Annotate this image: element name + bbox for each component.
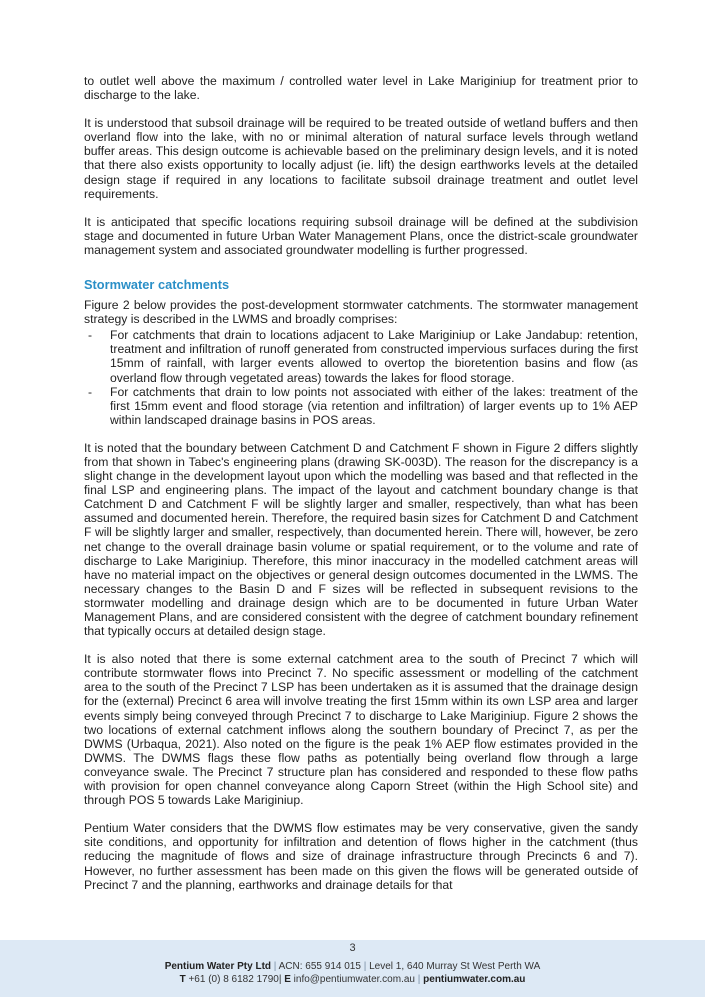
paragraph: It is noted that the boundary between Catchment D and Catchment F shown in Figure 2 differs slightly from that shown in Tabec's engineering plans (drawing SK-003D). The reason for the discrepancy is a slight change in the development layout upon which the modelling was based and that reflected in the final LSP and engineering plans. The impact of the layout and catchment boundary change is that Catchment D and Catchment F will be slightly larger and smaller, respectively, than what has been assumed and documented herein. Therefore, the required basin sizes for Catchment D and Catchment F will be slightly larger and smaller, respectively, than documented herein. There will, however, be zero net change to the overall drainage basin volume or spatial requirement, or to the volume and rate of discharge to Lake Mariginiup. Therefore, this minor inaccuracy in the modelled catchment areas will have no material impact on the objectives or general design outcomes documented in the LWMS. The necessary changes to the Basin D and F sizes will be reflected in subsequent revisions to the stormwater modelling and drainage design which are to be documented in future Urban Water Management Plans, and are considered consistent with the degree of catchment boundary refinement that typically occurs at detailed design stage. xyxy=(84,440,638,639)
acn: ACN: 655 914 015 xyxy=(278,961,361,972)
website-link[interactable]: pentiumwater.com.au xyxy=(423,974,526,985)
paragraph: It is understood that subsoil drainage will be required to be treated outside of wetland buffers and then overland flow into the lake, with no or minimal alteration of natural surface levels through wetland buffer areas. This design outcome is achievable based on the preliminary design levels, and it is noted that there also exists opportunity to locally adjust (ie. lift) the design earthworks levels at the detailed design stage if required in any locations to facilitate subsoil drainage treatment and outlet level requirements. xyxy=(84,116,638,201)
footer-contact-line xyxy=(0,973,705,986)
list-item xyxy=(84,385,638,427)
paragraph: It is also noted that there is some external catchment area to the south of Precinct 7 which will contribute stormwater flows into Precinct 7. No specific assessment or modelling of the catchment area to the south of the Precinct 7 LSP has been undertaken as it is assumed that the drainage design for the (external) Precinct 6 area will involve treating the first 15mm within its own LSP area and larger events simply being conveyed through Precinct 7 to discharge to Lake Mariginiup. Figure 2 shows the two locations of external catchment inflows along the southern boundary of Precinct 7, as per the DWMS (Urbaqua, 2021). Also noted on the figure is the peak 1% AEP flow estimates provided in the DWMS. The DWMS flags these flow paths as potentially being overland flow through a large conveyance swale. The Precinct 7 structure plan has considered and responded to these flow paths with provision for open channel conveyance along Caporn Street (within the High School site) and through POS 5 towards Lake Mariginiup. xyxy=(84,652,638,808)
list-item-text: For catchments that drain to low points not associated with either of the lakes: treatment of the first 15mm event and flood storage (via retention and infiltration) of larger events up to 1% AEP within landscaped drainage basins in POS areas. xyxy=(110,384,638,427)
separator: | xyxy=(273,961,277,972)
email-link[interactable]: info@pentiumwater.com.au xyxy=(293,974,415,985)
footer-company-line xyxy=(0,960,705,973)
phone-label: T xyxy=(179,974,186,985)
paragraph: It is anticipated that specific locations requiring subsoil drainage will be defined at the subdivision stage and documented in future Urban Water Management Plans, once the district-scale groundwater management system and associated groundwater modelling is further progressed. xyxy=(84,214,638,257)
separator: | xyxy=(363,961,367,972)
address: Level 1, 640 Murray St West Perth WA xyxy=(369,961,541,972)
paragraph: to outlet well above the maximum / controlled water level in Lake Mariginiup for treatment prior to discharge to the lake. xyxy=(84,74,638,103)
page-number: 3 xyxy=(349,942,356,954)
paragraph: Pentium Water considers that the DWMS flow estimates may be very conservative, given the sandy site conditions, and opportunity for infiltration and detention of flows higher in the catchment (thus reducing the magnitude of flows and size of drainage infrastructure through Precincts 6 and 7). However, no further assessment has been made on this given the flows will be generated outside of Precinct 7 and the planning, earthworks and drainage details for that xyxy=(84,821,638,892)
bullet-dash: - xyxy=(88,328,93,343)
section-heading: Stormwater catchments xyxy=(84,277,230,293)
page-footer xyxy=(0,940,705,997)
document-body xyxy=(84,74,638,906)
phone: +61 (0) 8 6182 1790| xyxy=(188,974,282,985)
email-label: E xyxy=(284,974,291,985)
list-item-text: For catchments that drain to locations adjacent to Lake Mariginiup or Lake Jandabup: retention, treatment and infiltration of runoff generated from constructed impervious surfaces during the first 15mm of rainfall, with larger events allowed to overtop the bioretention basins and flow (as overland flow through vegetated areas) towards the lakes for flood storage. xyxy=(110,328,638,385)
list-item xyxy=(84,328,638,384)
paragraph: Figure 2 below provides the post-development stormwater catchments. The stormwater management strategy is described in the LWMS and broadly comprises: xyxy=(84,298,638,327)
separator: | xyxy=(417,974,421,985)
company-name: Pentium Water Pty Ltd xyxy=(164,961,272,972)
bullet-dash: - xyxy=(88,384,93,399)
bullet-list xyxy=(84,328,638,427)
